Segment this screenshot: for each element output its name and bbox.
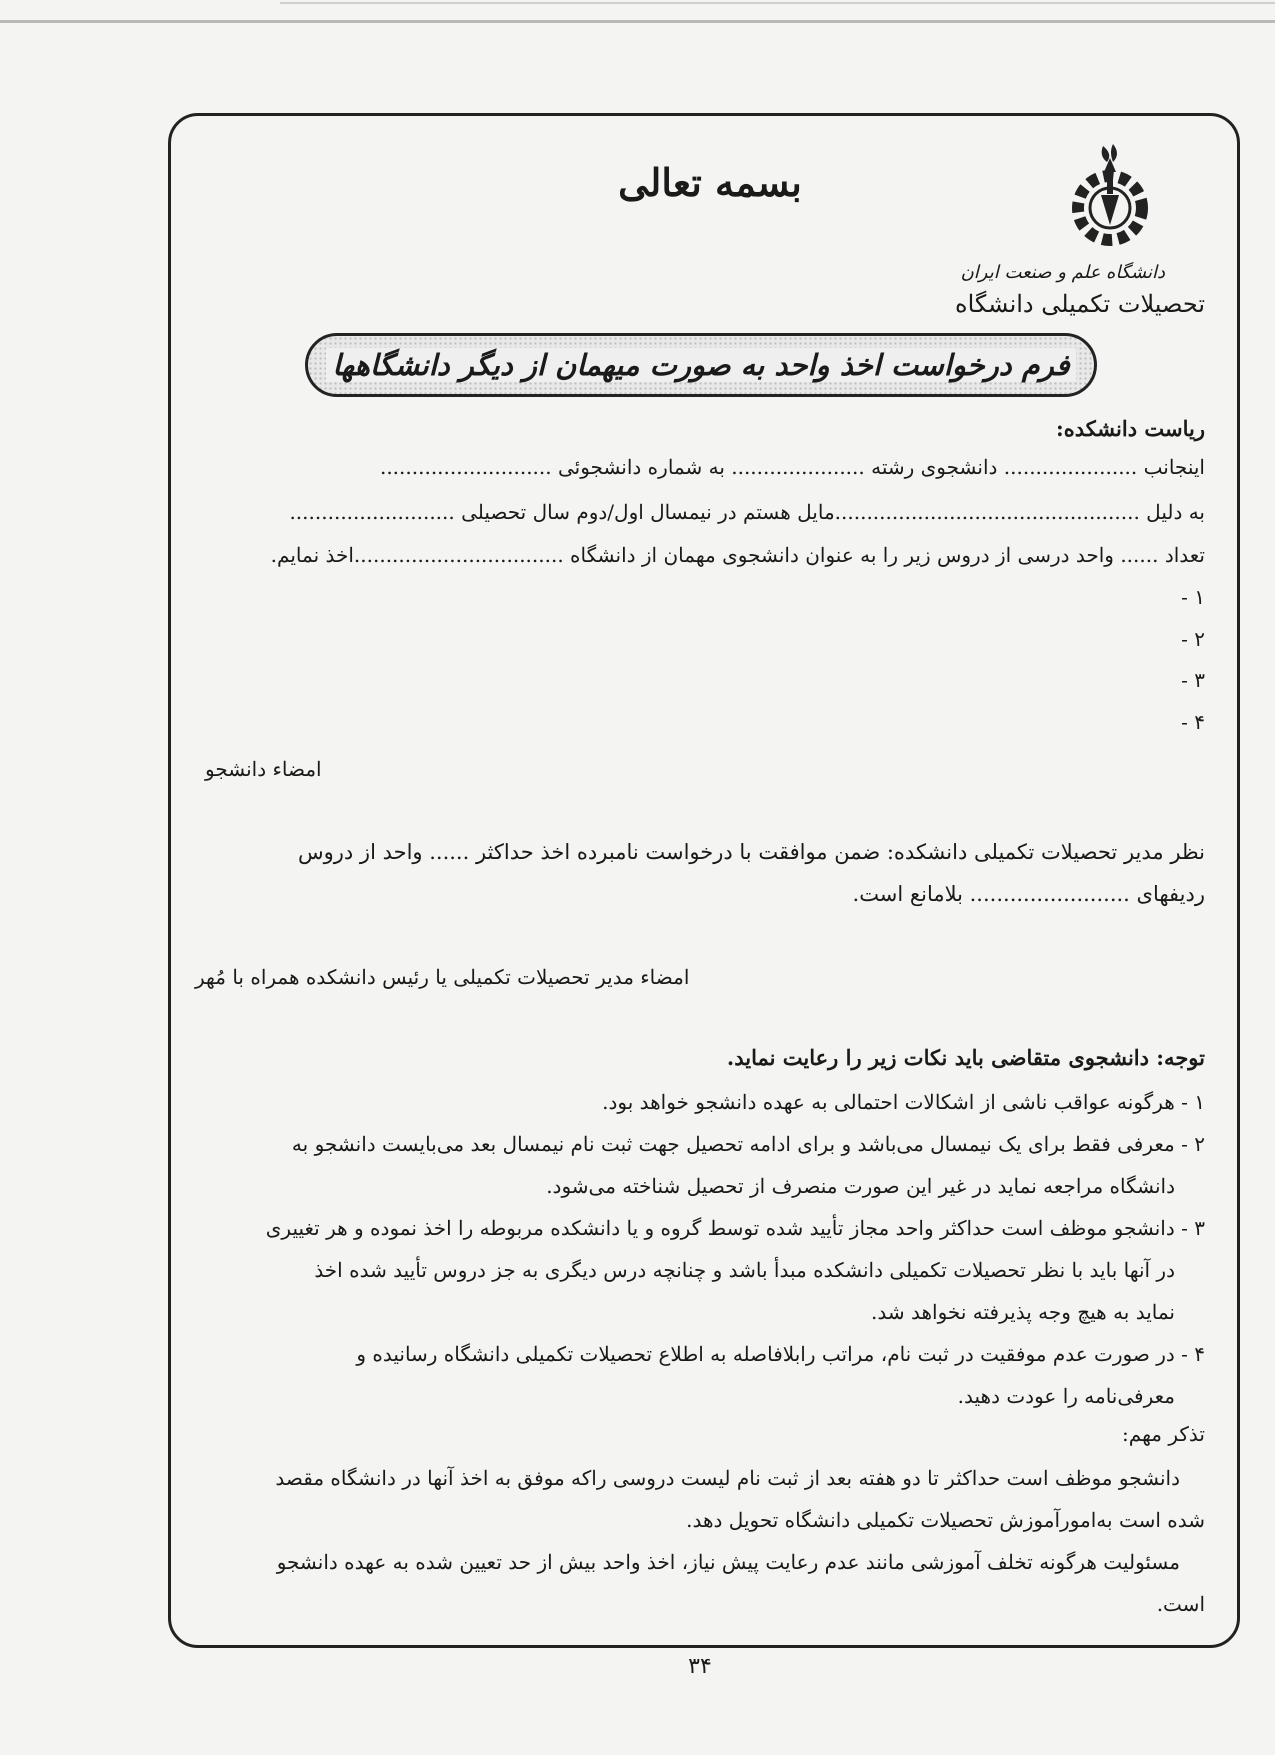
course-item-2: ۲ - bbox=[1181, 627, 1205, 651]
department-name: تحصیلات تکمیلی دانشگاه bbox=[955, 290, 1205, 318]
note-line-4: ۳ - دانشجو موظف است حداکثر واحد مجاز تأیید شده توسط گروه و یا دانشکده مربوطه را اخذ نموده و هر تغییری bbox=[265, 1216, 1205, 1240]
reminder-line-1: دانشجو موظف است حداکثر تا دو هفته بعد از ثبت نام لیست دروسی راکه موفق به اخذ آنها در دانشگاه مقصد bbox=[275, 1466, 1180, 1490]
course-item-3: ۳ - bbox=[1181, 668, 1205, 692]
page-number: ۳۴ bbox=[688, 1654, 712, 1679]
note-line-5: در آنها باید با نظر تحصیلات تکمیلی دانشکده مبدأ باشد و چنانچه درس دیگری به جز دروس تأیید شده اخذ bbox=[314, 1258, 1175, 1282]
note-line-7: ۴ - در صورت عدم موفقیت در ثبت نام، مراتب رابلافاصله به اطلاع تحصیلات تکمیلی دانشگاه رسانیده و bbox=[356, 1342, 1205, 1366]
course-item-1: ۱ - bbox=[1181, 585, 1205, 609]
note-line-3: دانشگاه مراجعه نماید در غیر این صورت منصرف از تحصیل شناخته می‌شود. bbox=[546, 1174, 1175, 1198]
request-line-1: اینجانب ..................... دانشجوی رشته ..................... به شماره دانشجوئی ........................... bbox=[379, 455, 1205, 479]
scan-edge-line bbox=[0, 20, 1275, 23]
bismillah-heading: بسمه تعالی bbox=[618, 160, 802, 205]
logo-caption: دانشگاه علم و صنعت ایران bbox=[960, 262, 1165, 283]
student-signature-label: امضاء دانشجو bbox=[205, 757, 322, 781]
reminder-title: تذکر مهم: bbox=[1122, 1422, 1205, 1446]
director-opinion-line-1: نظر مدیر تحصیلات تکمیلی دانشکده: ضمن موافقت با درخواست نامبرده اخذ حداکثر ...... واحد از دروس bbox=[297, 840, 1205, 864]
course-item-4: ۴ - bbox=[1181, 710, 1205, 734]
request-line-2: به دلیل ................................................مایل هستم در نیمسال اول/دوم سال تحصیلی .......................... bbox=[289, 500, 1205, 524]
reminder-line-2: شده است به‌امورآموزش تحصیلات تکمیلی دانشگاه تحویل دهد. bbox=[686, 1508, 1205, 1532]
form-title: فرم درخواست اخذ واحد به صورت میهمان از دیگر دانشگاهها bbox=[326, 348, 1075, 382]
university-logo-icon bbox=[1055, 140, 1165, 265]
note-line-1: ۱ - هرگونه عواقب ناشی از اشکالات احتمالی به عهده دانشجو خواهد بود. bbox=[602, 1090, 1205, 1114]
director-signature-label: امضاء مدیر تحصیلات تکمیلی یا رئیس دانشکده همراه با مُهر bbox=[195, 965, 690, 989]
salutation: ریاست دانشکده: bbox=[1055, 416, 1205, 441]
reminder-line-3: مسئولیت هرگونه تخلف آموزشی مانند عدم رعایت پیش نیاز، اخذ واحد بیش از حد تعیین شده به عهده دانشجو bbox=[276, 1550, 1180, 1574]
form-title-banner bbox=[305, 333, 1097, 397]
note-line-8: معرفی‌نامه را عودت دهید. bbox=[957, 1384, 1175, 1408]
director-opinion-line-2: ردیفهای ........................ بلامانع است. bbox=[852, 882, 1205, 906]
notes-title: توجه: دانشجوی متقاضی باید نکات زیر را رعایت نماید. bbox=[726, 1045, 1205, 1070]
scan-edge-line bbox=[280, 2, 1275, 4]
note-line-6: نماید به هیچ وجه پذیرفته نخواهد شد. bbox=[871, 1300, 1175, 1324]
request-line-3: تعداد ...... واحد درسی از دروس زیر را به عنوان دانشجوی مهمان از دانشگاه .................................اخذ نمایم. bbox=[270, 543, 1205, 567]
note-line-2: ۲ - معرفی فقط برای یک نیمسال می‌باشد و برای ادامه تحصیل جهت ثبت نام نیمسال بعد می‌بایست دانشجو به bbox=[291, 1132, 1205, 1156]
reminder-line-4: است. bbox=[1156, 1592, 1205, 1616]
